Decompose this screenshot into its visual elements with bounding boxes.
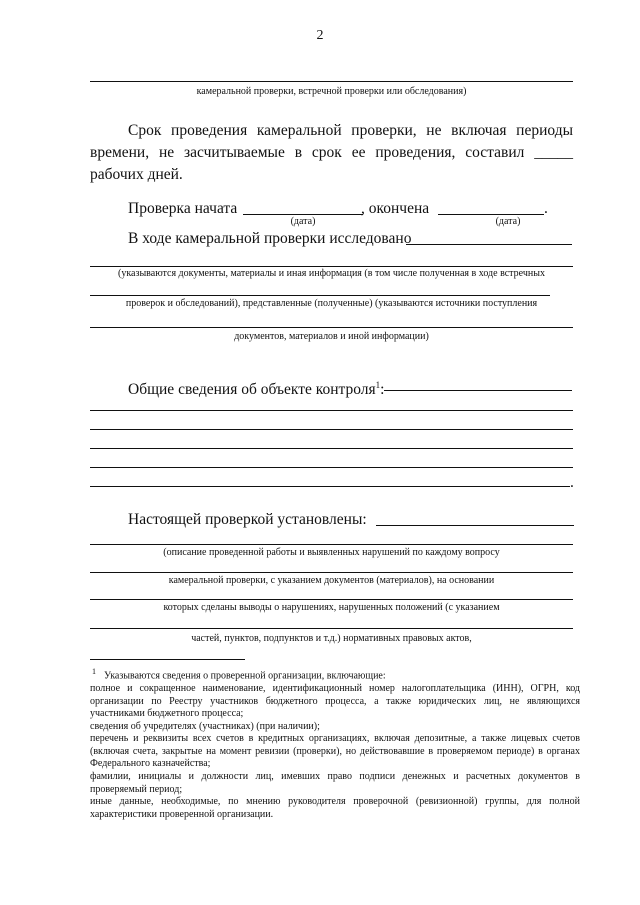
end-date-period: . [544,200,548,217]
investigated-caption-2: проверок и обследований), представленные (полученные) (указываются источники поступления [125,298,538,309]
term-paragraph: Срок проведения камеральной проверки, не включая периоды времени, не засчитываемые в срок ее проведения, составил _____ рабочих дней. [90,122,573,183]
footnote-item-5: иные данные, необходимые, по мнению руководителя проверочной (ревизионной) группы, для полной характеристики проверенной организации. [90,796,580,820]
general-info-line-2[interactable] [90,410,573,411]
established-line-3[interactable] [90,572,573,573]
footnote-item-3: перечень и реквизиты всех счетов в кредитных организациях, включая депозитные, а также лицевых счетов (включая счета, закрытые на момент ревизии (проверки), но действовавшие в проверяемом периоде) в органах Федерального казначейства; [90,733,580,770]
header-fill-line [90,81,573,82]
footnote-item-1: полное и сокращенное наименование, идентификационный номер налогоплательщика (ИНН), ОГРН, код организации по Реестру участников бюджетного процесса, а также юридических лиц, не являющихся участниками бюджетного процесса; [90,682,580,720]
footnote-item-2: сведения об учредителях (участниках) (при наличии); [90,720,320,732]
investigated-caption-3: документов, материалов и иной информации) [234,331,429,342]
general-info-line-5[interactable] [90,467,573,468]
header-caption: камеральной проверки, встречной проверки или обследования) [196,86,467,97]
general-info-line-4[interactable] [90,448,573,449]
established-line-2[interactable] [90,544,573,545]
start-date-caption: (дата) [290,216,316,227]
established-caption-2: камеральной проверки, с указанием документов (материалов), на основании [168,575,495,586]
established-caption-1: (описание проведенной работы и выявленных нарушений по каждому вопросу [163,547,500,558]
established-field[interactable] [376,525,574,526]
established-line-4[interactable] [90,599,573,600]
investigated-caption-1: (указываются документы, материалы и иная информация (в том числе полученная в ходе встречных [118,268,545,279]
established-caption-3: которых сделаны выводы о нарушениях, нарушенных положений (с указанием [163,602,500,613]
footnote-ref: 1 [375,380,381,390]
end-date-field[interactable] [438,214,544,215]
general-info-period: . [570,474,574,491]
investigated-line-2[interactable] [90,266,573,267]
footnote-separator [90,659,245,660]
footnote-mark: 1 [92,667,96,676]
investigated-line-4[interactable] [90,327,573,328]
general-info-line-3[interactable] [90,429,573,430]
general-info-label: Общие сведения об объекте контроля$^1$: [128,380,385,399]
start-label: Проверка начата [128,200,238,217]
footnote-item-4: фамилии, инициалы и должности лиц, имевших право подписи денежных и расчетных документов в проверяемый период; [90,771,580,795]
established-label: Настоящей проверкой установлены: [128,511,367,528]
end-label: , окончена [361,200,430,217]
footnote [90,666,580,821]
end-date-caption: (дата) [495,216,521,227]
established-caption-4: частей, пунктов, подпунктов и т.д.) нормативных правовых актов, [191,633,472,644]
general-info-field[interactable] [384,390,572,391]
investigated-line-3[interactable] [90,295,550,296]
investigated-field[interactable] [406,244,572,245]
established-line-5[interactable] [90,628,573,629]
investigated-label: В ходе камеральной проверки исследовано [128,230,412,247]
general-info-line-6[interactable] [90,486,570,487]
start-date-field[interactable] [243,214,363,215]
page-number: 2 [316,28,324,43]
footnote-intro: $^1$ Указываются сведения о проверенной организации, включающие: [92,667,386,682]
